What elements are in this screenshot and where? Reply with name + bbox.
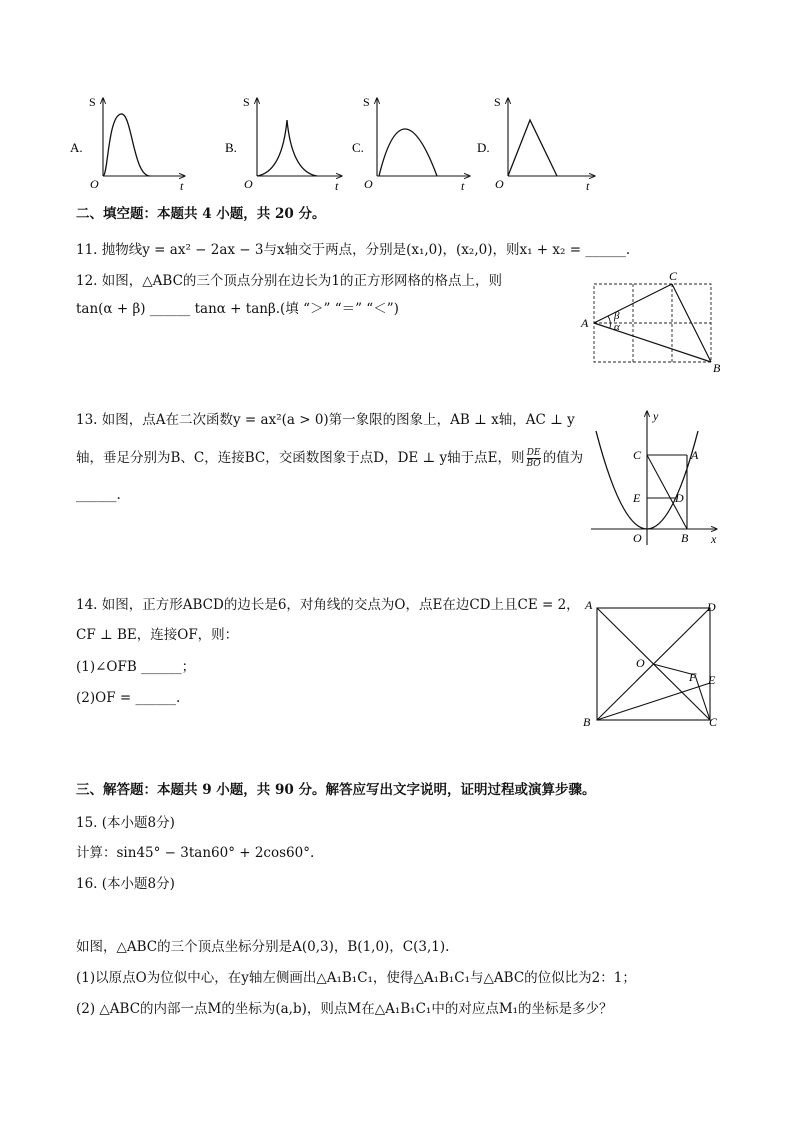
q12-figure-svg <box>578 268 728 378</box>
q13-line2a: 轴，垂足分别为B、C，连接BC，交函数图象于点D，DE ⊥ y轴于点E，则 <box>76 450 525 466</box>
q14-line3: (1)∠OFB ______； <box>76 659 196 675</box>
q13-line1: 13. 如图，点A在二次函数y = ax²(a > 0)第一象限的图象上，AB ⊥ x轴，AC ⊥ y <box>76 412 575 428</box>
q14-line4: (2)OF = ______. <box>76 690 181 706</box>
option-a-o: O <box>90 177 99 191</box>
option-a-t: t <box>180 179 184 193</box>
q12-label-beta: β <box>614 310 620 322</box>
option-b-label: B. <box>225 140 237 155</box>
q14-label-e: E <box>708 673 716 687</box>
q14-figure-svg <box>578 595 728 735</box>
q12-line2: tan(α + β) ______ tanα + tanβ.(填 “＞” “＝” “＜”) <box>76 301 399 317</box>
q16-intro: 如图，△ABC的三个顶点坐标分别是A(0,3)，B(1,0)，C(3,1). <box>76 939 450 955</box>
option-a-curve <box>103 114 150 176</box>
q15-title: 15. (本小题8分) <box>76 815 175 831</box>
option-c-graph <box>352 95 470 193</box>
q13-fraction <box>527 448 541 469</box>
q12-label-c: C <box>669 269 678 283</box>
q14-line1: 14. 如图，正方形ABCD的边长是6，对角线的交点为O，点E在边CD上且CE = 2， <box>76 597 580 613</box>
q12-figure <box>578 268 728 378</box>
option-a-label: A. <box>70 140 83 155</box>
option-d-o: O <box>495 177 504 191</box>
q11-text: 11. 抛物线y = ax² − 2ax − 3与x轴交于两点，分别是(x₁,0)，(x₂,0)，则x₁ + x₂ = ______. <box>76 242 631 258</box>
q12-label-alpha: α <box>614 321 620 333</box>
q12-label-a: A <box>581 316 589 330</box>
q14-square <box>597 608 710 720</box>
option-d-label: D. <box>477 140 490 155</box>
option-a-s: S <box>89 95 96 109</box>
q14-label-a: A <box>585 598 593 612</box>
q13-label-o: O <box>633 531 642 545</box>
option-c-curve <box>379 129 437 176</box>
q14-label-o: O <box>636 656 645 670</box>
option-d-curve <box>508 120 557 176</box>
q16-part1: (1)以原点O为位似中心，在y轴左侧画出△A₁B₁C₁，使得△A₁B₁C₁与△ABC的位似比为2：1； <box>76 970 636 986</box>
q13-figure-svg <box>585 405 725 555</box>
option-a-graph <box>70 95 185 193</box>
q14-label-d: D <box>707 600 716 614</box>
q14-label-c: C <box>709 715 718 729</box>
option-graphs <box>60 92 620 197</box>
q13-line2b: 的值为 <box>542 450 584 466</box>
q15-body: 计算：sin45° − 3tan60° + 2cos60°. <box>76 845 315 861</box>
option-graphs-svg <box>60 92 620 197</box>
q13-label-d: D <box>675 491 684 505</box>
q13-frac-num: DE <box>526 448 541 458</box>
option-c-label: C. <box>352 140 364 155</box>
q16-part2: (2) △ABC的内部一点M的坐标为(a,b)，则点M在△A₁B₁C₁中的对应点M₁的坐标是多少？ <box>76 1001 613 1017</box>
q13-label-a: A <box>691 448 699 462</box>
option-b-graph <box>225 95 342 193</box>
option-d-s: S <box>494 95 501 109</box>
option-c-s: S <box>363 95 370 109</box>
option-b-s: S <box>243 95 250 109</box>
q12-label-b: B <box>713 361 721 375</box>
q13-label-b: B <box>681 531 689 545</box>
q14-line2: CF ⊥ BE，连接OF，则： <box>76 627 239 643</box>
q13-label-e: E <box>633 491 641 505</box>
q13-line3: ______. <box>76 487 121 503</box>
option-d-t: t <box>586 179 590 193</box>
q13-label-x: x <box>711 532 717 546</box>
q14-label-f: F <box>689 670 697 684</box>
q13-figure <box>585 405 725 555</box>
q14-figure <box>578 595 728 735</box>
option-c-o: O <box>364 177 373 191</box>
option-c-t: t <box>461 179 465 193</box>
q12-grid <box>594 284 711 362</box>
q12-line1: 12. 如图，△ABC的三个顶点分别在边长为1的正方形网格的格点上，则 <box>76 273 502 289</box>
option-b-t: t <box>335 179 339 193</box>
section2-heading: 二、填空题：本题共 4 小题，共 20 分。 <box>76 206 326 222</box>
option-b-curve <box>257 120 317 176</box>
q14-label-b: B <box>583 715 591 729</box>
option-b-o: O <box>244 177 253 191</box>
section3-heading: 三、解答题：本题共 9 小题，共 90 分。解答应写出文字说明，证明过程或演算步骤。 <box>76 782 596 798</box>
q13-label-c: C <box>633 448 642 462</box>
q13-line2 <box>76 448 583 469</box>
q13-frac-den: BO <box>526 459 541 469</box>
q13-label-y: y <box>653 409 659 423</box>
option-d-graph <box>477 95 595 193</box>
q16-title: 16. (本小题8分) <box>76 876 175 892</box>
